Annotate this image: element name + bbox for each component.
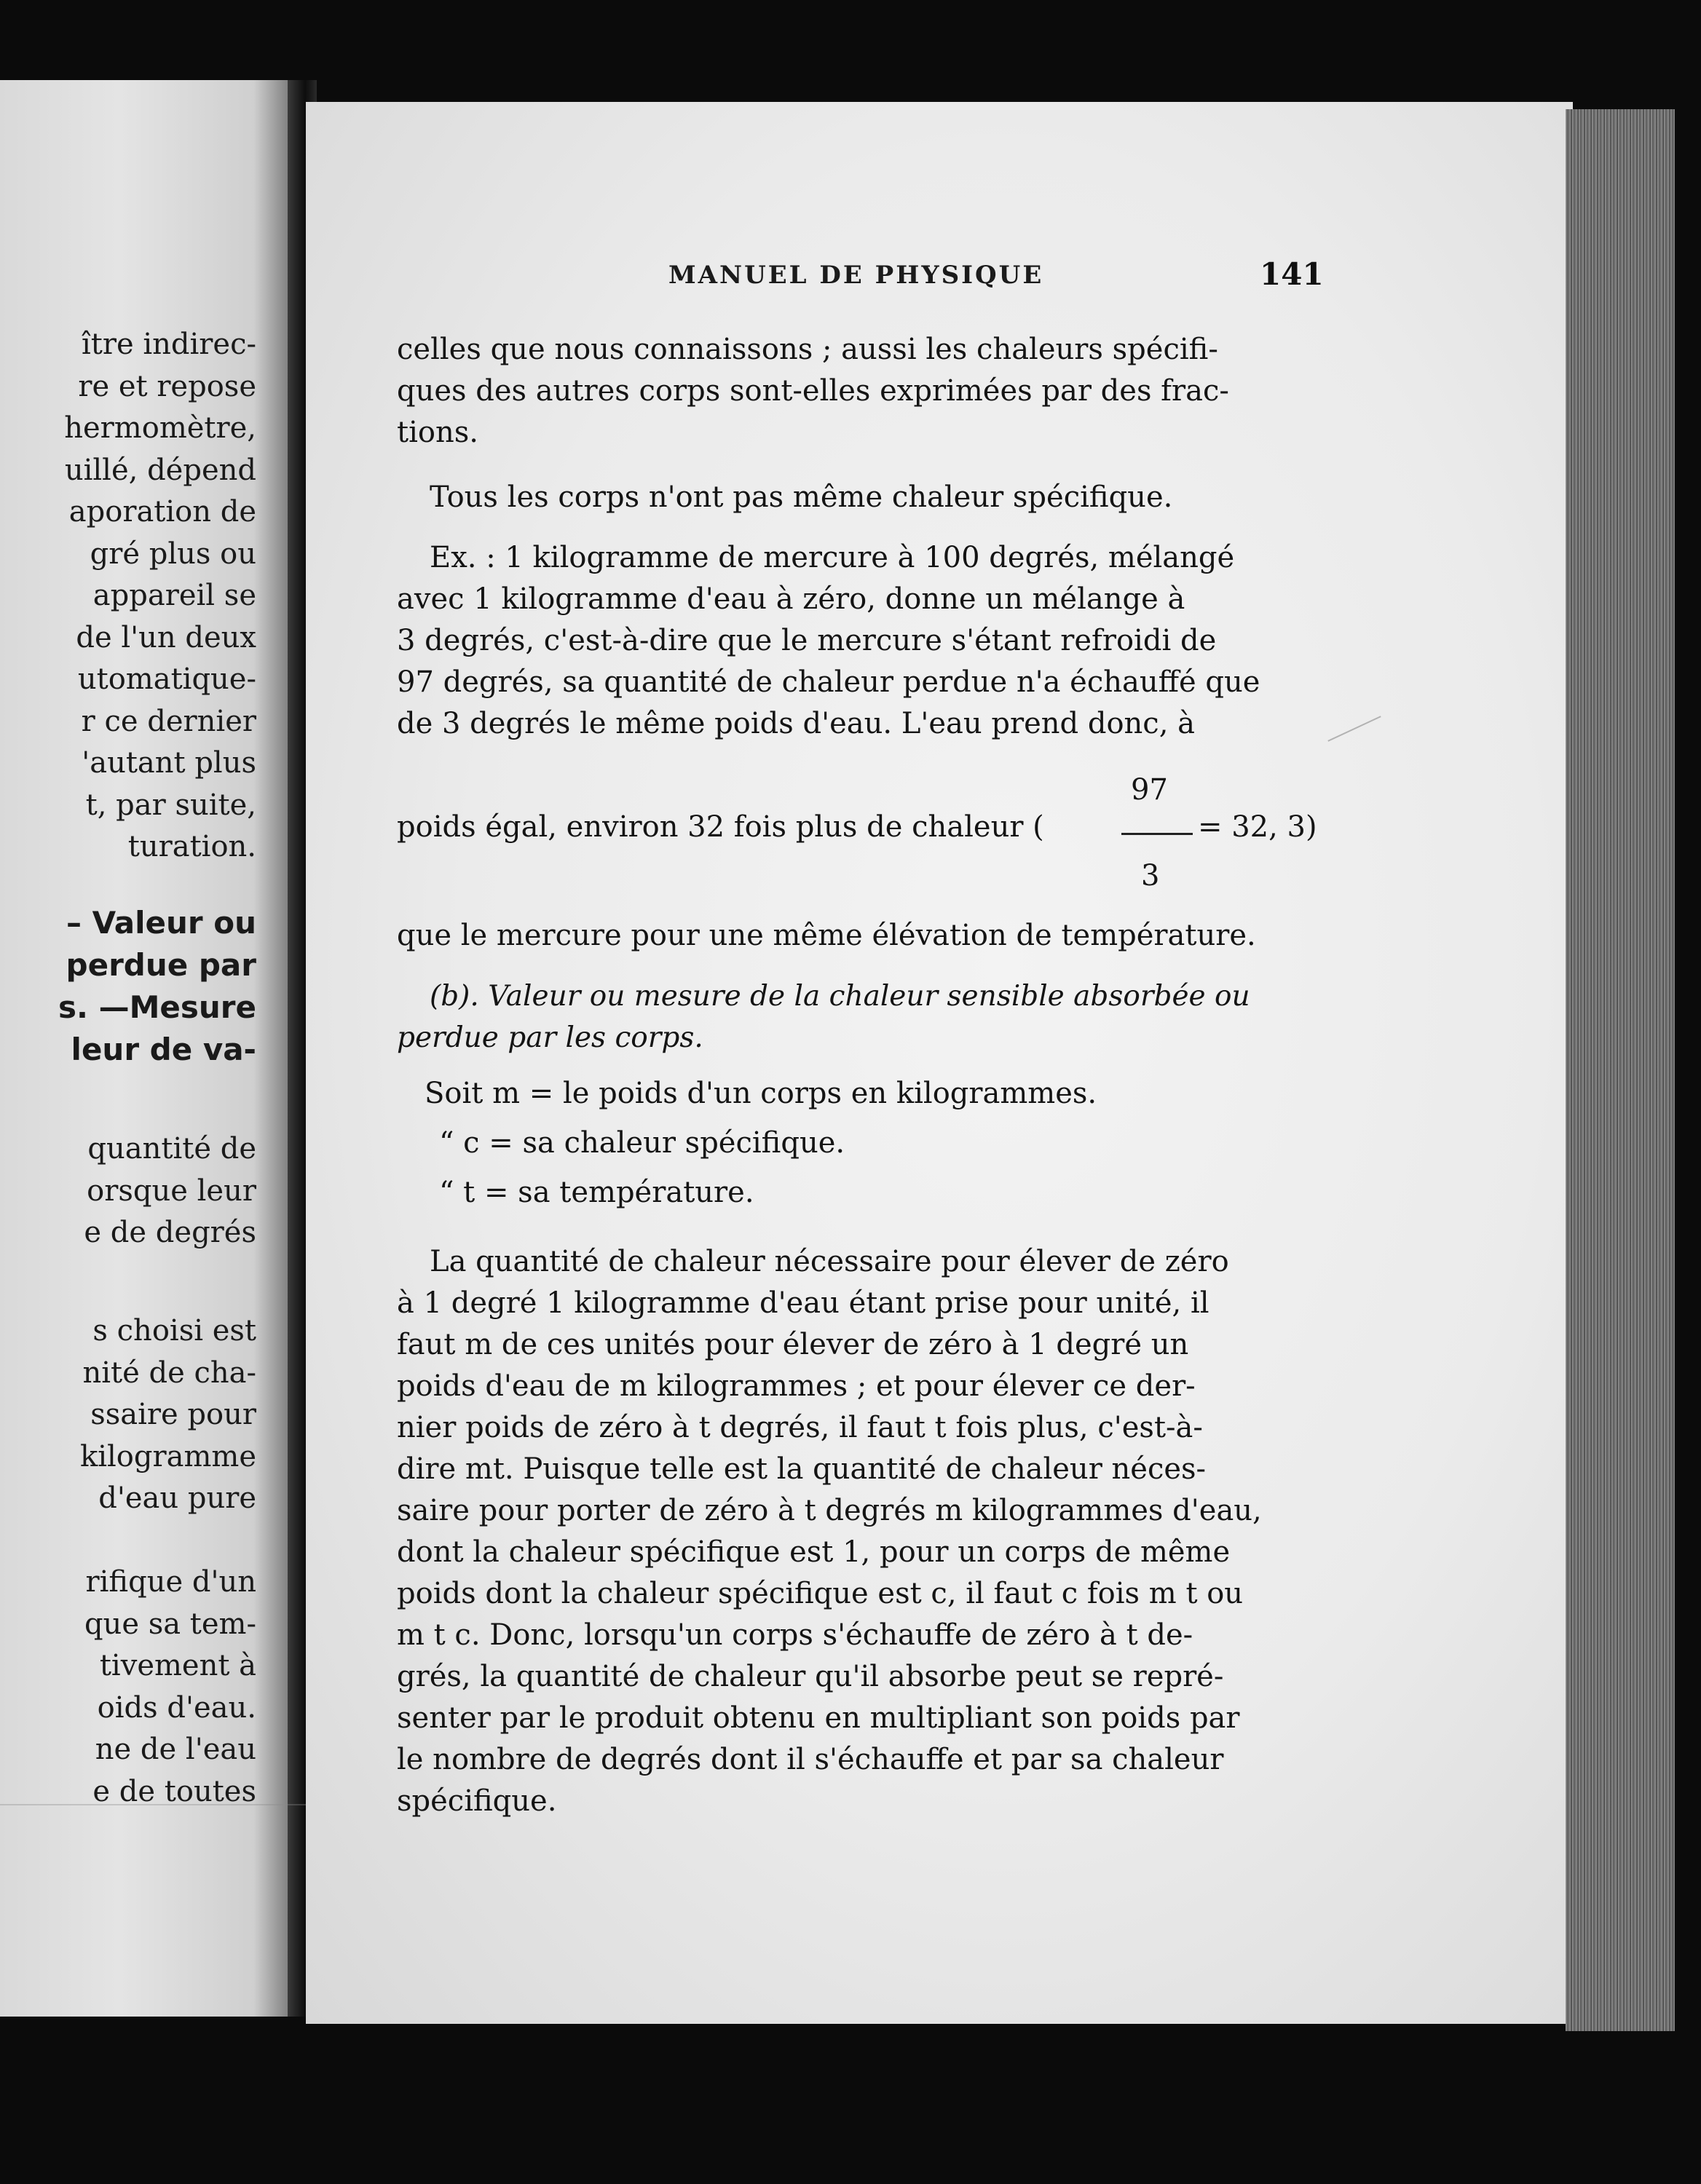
text-line: nier poids de zéro à t degrés, il faut t fois plus, c'est-à- [397,1411,1203,1444]
text-line: celles que nous connaissons ; aussi les chaleurs spécifi- [397,333,1218,366]
facing-heading-line: s. —Mesure [58,989,256,1025]
text-line: tions. [397,416,478,449]
text-line: de 3 degrés le même poids d'eau. L'eau prend donc, à [397,707,1195,740]
text-line: senter par le produit obtenu en multipliant son poids par [397,1701,1240,1735]
facing-text-line: appareil se [92,579,256,612]
text-line: que le mercure pour une même élévation de température. [397,919,1256,952]
formula-text: poids égal, environ 32 fois plus de chaleur ( [397,810,1044,844]
text-line: perdue par les corps. [397,1021,703,1054]
facing-text-line: s choisi est [92,1314,256,1348]
facing-text-line: aporation de [68,495,256,529]
facing-heading-line: perdue par [66,947,256,983]
variable-definitions [425,1069,1097,1217]
page-edges [1566,109,1675,2031]
fraction-numerator: 97 [1131,773,1168,807]
facing-text-line: r ce dernier [81,704,256,738]
page-number: 141 [1260,256,1324,292]
running-header: MANUEL DE PHYSIQUE [668,261,1044,290]
text-line: à 1 degré 1 kilogramme d'eau étant prise pour unité, il [397,1286,1209,1320]
facing-text-line: e de degrés [84,1216,256,1249]
facing-text-line: turation. [127,830,256,863]
text-line: Tous les corps n'ont pas même chaleur spécifique. [430,480,1173,514]
facing-text-line: ssaire pour [90,1398,256,1431]
text-line: le nombre de degrés dont il s'échauffe et par sa chaleur [397,1743,1224,1776]
facing-text-line: nité de cha- [82,1356,256,1390]
definition-line: Soit m = le poids d'un corps en kilogrammes. [425,1077,1097,1110]
facing-text-line: que sa tem- [84,1607,256,1641]
facing-text-line: utomatique- [77,662,256,696]
facing-text-line: quantité de [87,1132,256,1166]
text-line: dire mt. Puisque telle est la quantité de chaleur néces- [397,1452,1207,1486]
text-line: La quantité de chaleur nécessaire pour élever de zéro [430,1245,1229,1278]
facing-text-line: 'autant plus [82,746,256,780]
fraction-bar [1121,833,1193,835]
paragraph-3 [397,537,1313,745]
paragraph-3-end [397,915,1313,957]
facing-page [0,80,299,2017]
text-line: (b). Valeur ou mesure de la chaleur sensible absorbée ou [430,980,1250,1013]
formula-result: = 32, 3) [1198,810,1317,844]
text-line: Ex. : 1 kilogramme de mercure à 100 degrés, mélangé [430,541,1235,574]
facing-text-line: tivement à [99,1649,256,1682]
facing-heading-line: – Valeur ou [66,905,256,941]
text-line: grés, la quantité de chaleur qu'il absorbe peut se repré- [397,1660,1224,1693]
facing-text-line: ne de l'eau [95,1733,256,1766]
facing-text-line: d'eau pure [98,1481,256,1515]
text-line: faut m de ces unités pour élever de zéro à 1 degré un [397,1328,1189,1361]
facing-text-line: ître indirec- [81,328,256,361]
text-line: 3 degrés, c'est-à-dire que le mercure s'étant refroidi de [397,624,1217,657]
paragraph-1 [397,329,1313,454]
formula-line [397,810,1313,844]
text-line: 97 degrés, sa quantité de chaleur perdue n'a échauffé que [397,665,1260,699]
paragraph-2 [397,477,1313,518]
facing-text-line: rifique d'un [85,1565,256,1599]
fraction-denominator: 3 [1141,859,1160,893]
facing-text-line: de l'un deux [76,620,256,654]
facing-heading-line: leur de va- [71,1032,256,1067]
text-line: m t c. Donc, lorsqu'un corps s'échauffe de zéro à t de- [397,1618,1193,1652]
definition-line: “ t = sa température. [439,1176,754,1209]
scan-scratch [0,1804,306,1805]
facing-text-line: oids d'eau. [97,1690,256,1725]
paragraph-4 [397,1241,1313,1822]
section-subheading [397,976,1313,1059]
facing-text-line: e de toutes [92,1774,256,1808]
text-line: saire pour porter de zéro à t degrés m kilogrammes d'eau, [397,1494,1262,1527]
text-line: poids dont la chaleur spécifique est c, il faut c fois m t ou [397,1577,1244,1610]
definition-line: “ c = sa chaleur spécifique. [439,1126,845,1160]
text-line: ques des autres corps sont-elles exprimées par des frac- [397,374,1229,408]
facing-text-line: kilogramme [79,1439,256,1473]
text-line: poids d'eau de m kilogrammes ; et pour élever ce der- [397,1369,1196,1403]
text-line: dont la chaleur spécifique est 1, pour un corps de même [397,1535,1231,1569]
facing-text-line: uillé, dépend [64,453,256,487]
facing-text-line: re et repose [78,369,256,403]
facing-text-line: gré plus ou [90,537,256,571]
text-line: spécifique. [397,1784,557,1818]
text-line: avec 1 kilogramme d'eau à zéro, donne un mélange à [397,582,1185,616]
facing-text-line: orsque leur [87,1174,256,1208]
facing-text-line: t, par suite, [85,788,256,822]
facing-text-line: hermomètre, [64,411,256,445]
